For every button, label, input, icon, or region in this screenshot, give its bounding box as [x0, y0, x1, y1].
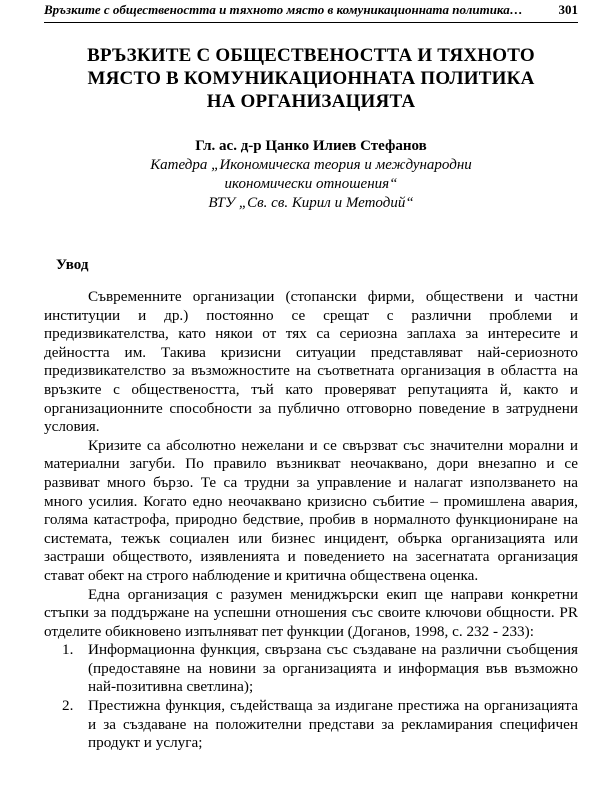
list-item — [44, 697, 578, 753]
list-item-text: Престижна функция, съдействаща за издигане престижа на организацията и за създаване на положителни представи за рекламирания специфичен продукт и услуга; — [88, 697, 578, 752]
author-university: ВТУ „Св. св. Кирил и Методий“ — [208, 195, 414, 211]
paper-title — [44, 44, 578, 113]
author-name: Гл. ас. д-р Цанко Илиев Стефанов — [195, 138, 427, 154]
paper-title-line-3: НА ОРГАНИЗАЦИЯТА — [206, 91, 416, 112]
body-text — [44, 288, 578, 753]
author-department-line-1: Катедра „Икономическа теория и международни — [150, 157, 472, 173]
page-number: 301 — [558, 2, 578, 17]
paragraph-2: Кризите са абсолютно нежелани и се свързват със значителни морални и материални загуби. По правило възникват неочаквано, дори внезапно и се развиват много бързо. Те са трудни за управление и налагат използването на много усилия. Когато едно неочаквано кризисно събитие – промишлена авария, голяма катастрофа, природно бедствие, пробив в нормалното функциониране на системата, тежък социален или бизнес инцидент, обърка организацията или застраши обществото, изявленията и поведението на засегнатата организация стават обект на строго наблюдение и критична обществена оценка. — [44, 436, 578, 584]
section-heading-introduction: Увод — [56, 257, 89, 273]
list-item-number: 1. — [62, 641, 74, 659]
list-item-number: 2. — [62, 697, 74, 715]
paper-title-line-2: МЯСТО В КОМУНИКАЦИОННАТА ПОЛИТИКА — [87, 68, 535, 89]
paragraph-1: Съвременните организации (стопански фирми, обществени и частни институции и др.) постоянно се срещат с различни проблеми и предизвикателства, като някои от тях са сериозна заплаха за интересите и дейността им. Такива кризисни ситуации представляват най-сериозното предизвикателство за възможностите на съответната организация в областта на връзките с обществеността, тъй като проверяват репутацията й, както и организационните способности за публично отговорно поведение в затруднени условия. — [44, 288, 578, 436]
author-block — [44, 137, 578, 213]
list-item — [44, 641, 578, 697]
paragraph-3: Една организация с разумен мениджърски екип ще направи конкретни стъпки за поддържане на успешни отношения със своите ключови общности. PR отделите обикновено изпълняват пет функции (Доганов, 1998, с. 232 - 233): — [44, 585, 578, 640]
running-header — [44, 0, 578, 23]
paper-title-line-1: ВРЪЗКИТЕ С ОБЩЕСТВЕНОСТТА И ТЯХНОТО — [87, 45, 535, 66]
pr-functions-list — [44, 641, 578, 753]
running-header-title: Връзките с обществеността и тяхното място в комуникационната политика… — [44, 2, 523, 17]
list-item-text: Информационна функция, свързана със създаване на различни съобщения (предоставяне на новини за организацията и информация във възможно най-позитивна светлина); — [88, 641, 578, 696]
author-department-line-2: икономически отношения“ — [224, 176, 398, 192]
